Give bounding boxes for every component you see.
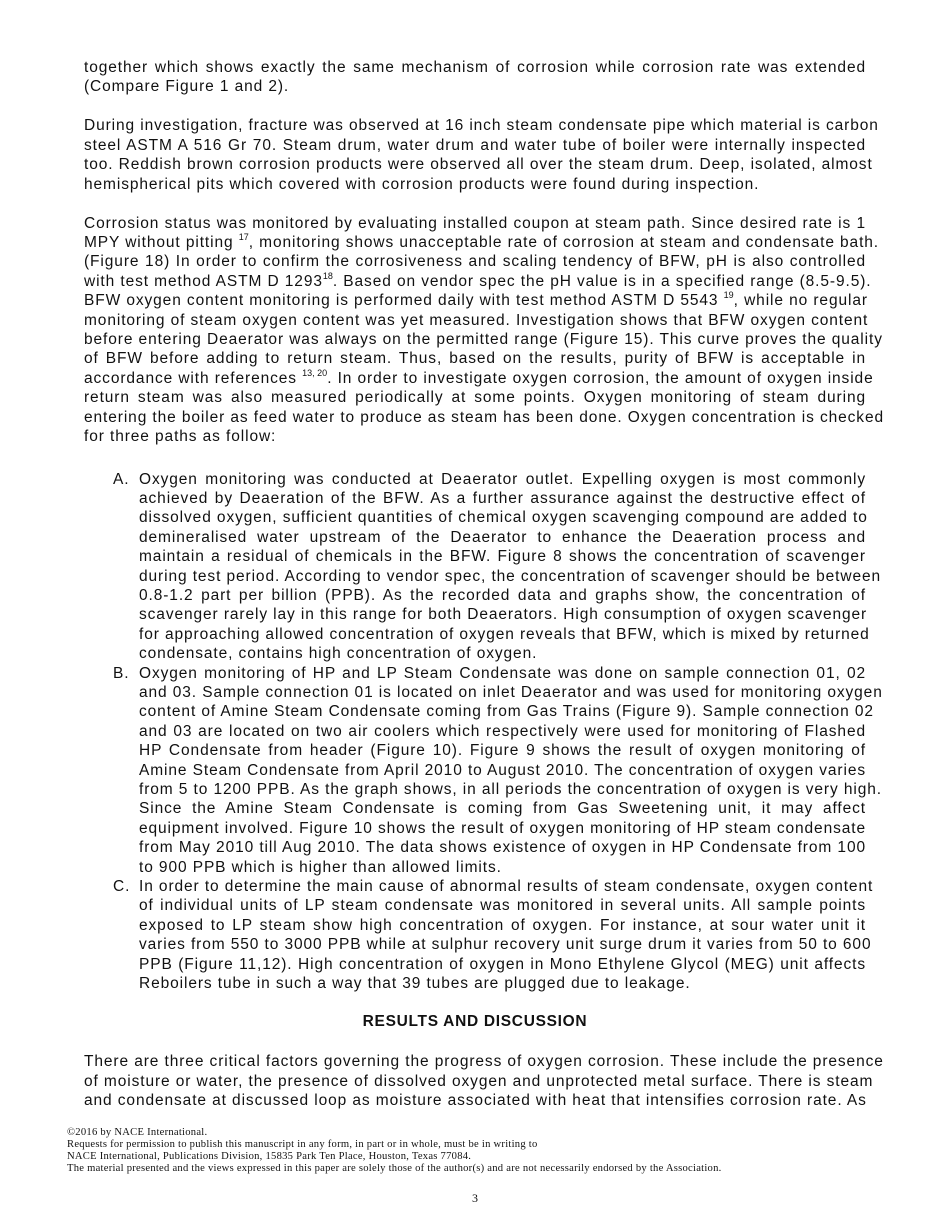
text-line: before entering Deaerator was always on the permitted range (Figure 15). This curve proves the quality: [84, 331, 883, 349]
list-marker: B.: [113, 664, 130, 682]
page-number: 3: [472, 1191, 478, 1205]
text-line: return steam was also measured periodically at some points. Oxygen monitoring of steam during: [84, 389, 866, 407]
text-run: . In order to investigate oxygen corrosion, the amount of oxygen inside: [327, 369, 874, 387]
text-line: hemispherical pits which covered with corrosion products were found during inspection.: [84, 175, 760, 193]
footer-line: The material presented and the views expressed in this paper are solely those of the author(s) and are not necessarily endorsed by the Association.: [67, 1163, 722, 1174]
document-body: [84, 58, 884, 1130]
text-line: of moisture or water, the presence of dissolved oxygen and unprotected metal surface. There is steam: [84, 1072, 874, 1090]
reference-superscript: 17: [238, 232, 249, 243]
text-line: condensate, contains high concentration of oxygen.: [139, 645, 538, 663]
list-marker: A.: [113, 470, 130, 488]
text-line: and 03. Sample connection 01 is located on inlet Deaerator and was used for monitoring oxygen: [139, 683, 883, 701]
text-run: . Based on vendor spec the pH value is in a specified range (8.5-9.5).: [332, 272, 872, 290]
text-line: dissolved oxygen, sufficient quantities of chemical oxygen scavenging compound are added to: [139, 509, 868, 527]
text-line: In order to determine the main cause of abnormal results of steam condensate, oxygen content: [139, 878, 874, 896]
text-line: 0.8-1.2 part per billion (PPB). As the recorded data and graphs show, the concentration of: [139, 586, 866, 604]
text-line: varies from 550 to 3000 PPB while at sulphur recovery unit surge drum it varies from 50 to 600: [139, 936, 872, 954]
text-line: from 5 to 1200 PPB. As the graph shows, in all periods the concentration of oxygen is very high.: [139, 781, 882, 798]
text-line: Reboilers tube in such a way that 39 tubes are plugged due to leakage.: [139, 975, 691, 993]
list-marker: C.: [113, 878, 131, 896]
text-line: equipment involved. Figure 10 shows the result of oxygen monitoring of HP steam condensate: [139, 819, 866, 837]
list-item: [84, 470, 882, 664]
paragraph-results: [84, 1052, 884, 1110]
text-line: content of Amine Steam Condensate coming from Gas Trains (Figure 9). Sample connection 02: [139, 703, 874, 721]
text-line: Amine Steam Condensate from April 2010 to August 2010. The concentration of oxygen varies: [139, 761, 866, 779]
text-line: together which shows exactly the same mechanism of corrosion while corrosion rate was extended: [84, 59, 866, 76]
text-line: PPB (Figure 11,12). High concentration of oxygen in Mono Ethylene Glycol (MEG) unit affects: [139, 955, 866, 973]
text-line: During investigation, fracture was observed at 16 inch steam condensate pipe which material is carbon: [84, 117, 879, 135]
text-line: (Compare Figure 1 and 2).: [84, 78, 290, 96]
reference-superscript: 13, 20: [302, 367, 328, 378]
text-run: , while no regular: [733, 292, 868, 310]
text-line: steel ASTM A 516 Gr 70. Steam drum, water drum and water tube of boiler were internally inspected: [84, 136, 866, 154]
text-line: and 03 are located on two air coolers which respectively were used for monitoring of Flashed: [139, 722, 866, 740]
paragraph-investigation: [84, 116, 879, 194]
text-line: Oxygen monitoring was conducted at Deaerator outlet. Expelling oxygen is most commonly: [139, 470, 866, 488]
copyright-footer: [67, 1127, 722, 1175]
text-line: HP Condensate from header (Figure 10). Figure 9 shows the result of oxygen monitoring of: [139, 742, 866, 760]
footer-line: ©2016 by NACE International.: [67, 1127, 208, 1138]
text-line: of BFW before adding to return steam. Thus, based on the results, purity of BFW is acceptable in: [84, 350, 866, 368]
text-line: and condensate at discussed loop as moisture associated with heat that intensifies corrosion rate. As: [84, 1092, 867, 1110]
text-line: for three paths as follow:: [84, 428, 277, 446]
text-line: achieved by Deaeration of the BFW. As a further assurance against the destructive effect of: [139, 489, 866, 507]
list-item: [84, 877, 874, 993]
text-line: monitoring of steam oxygen content was yet measured. Investigation shows that BFW oxygen content: [84, 311, 869, 329]
reference-superscript: 19: [723, 290, 734, 301]
text-line: scavenger rarely lay in this range for both Deaerators. High consumption of oxygen scavenger: [139, 606, 868, 624]
text-run: with test method ASTM D 1293: [84, 272, 323, 290]
list-item: [84, 664, 883, 877]
text-line: [84, 270, 872, 291]
text-line: from May 2010 till Aug 2010. The data shows existence of oxygen in HP Condensate from 100: [139, 839, 866, 857]
text-line: There are three critical factors governing the progress of oxygen corrosion. These include the presence: [84, 1053, 884, 1071]
text-line: Since the Amine Steam Condensate is coming from Gas Sweetening unit, it may affect: [139, 800, 866, 818]
text-line: demineralised water upstream of the Deaerator to enhance the Deaeration process and: [139, 528, 866, 546]
text-line: maintain a residual of chemicals in the BFW. Figure 8 shows the concentration of scavenger: [139, 548, 866, 566]
text-line: Corrosion status was monitored by evaluating installed coupon at steam path. Since desired rate is 1: [84, 214, 866, 232]
text-line: too. Reddish brown corrosion products were observed all over the steam drum. Deep, isolated, almost: [84, 156, 873, 174]
text-line: to 900 PPB which is higher than allowed limits.: [139, 858, 502, 876]
text-line: of individual units of LP steam condensate was monitored in several units. All sample points: [139, 897, 866, 915]
section-heading: RESULTS AND DISCUSSION: [362, 1013, 588, 1031]
text-line: [84, 367, 874, 388]
paragraph-corrosion-monitoring: [84, 214, 884, 447]
paragraph-corrosion-comparison: [84, 58, 866, 97]
text-line: exposed to LP steam show high concentration of oxygen. For instance, at sour water unit it: [139, 916, 866, 934]
text-line: entering the boiler as feed water to produce as steam has been done. Oxygen concentration is checked: [84, 408, 884, 426]
text-line: (Figure 18) In order to confirm the corrosiveness and scaling tendency of BFW, pH is also controlled: [84, 253, 866, 271]
text-run: BFW oxygen content monitoring is performed daily with test method ASTM D 5543: [84, 292, 724, 310]
reference-superscript: 18: [322, 270, 333, 281]
footer-line: NACE International, Publications Division, 15835 Park Ten Place, Houston, Texas 77084.: [67, 1151, 472, 1162]
text-line: [84, 291, 866, 310]
text-line: for approaching allowed concentration of oxygen reveals that BFW, which is mixed by returned: [139, 625, 870, 643]
text-line: Oxygen monitoring of HP and LP Steam Condensate was done on sample connection 01, 02: [139, 664, 866, 682]
oxygen-monitoring-list: [84, 470, 883, 994]
text-run: , monitoring shows unacceptable rate of corrosion at steam and condensate bath.: [248, 234, 880, 252]
text-line: [84, 232, 880, 252]
text-run: accordance with references: [84, 369, 303, 387]
text-run: MPY without pitting: [84, 234, 239, 252]
footer-line: Requests for permission to publish this manuscript in any form, in part or in whole, must be in writing to: [67, 1139, 538, 1150]
text-line: during test period. According to vendor spec, the concentration of scavenger should be between: [139, 567, 882, 585]
